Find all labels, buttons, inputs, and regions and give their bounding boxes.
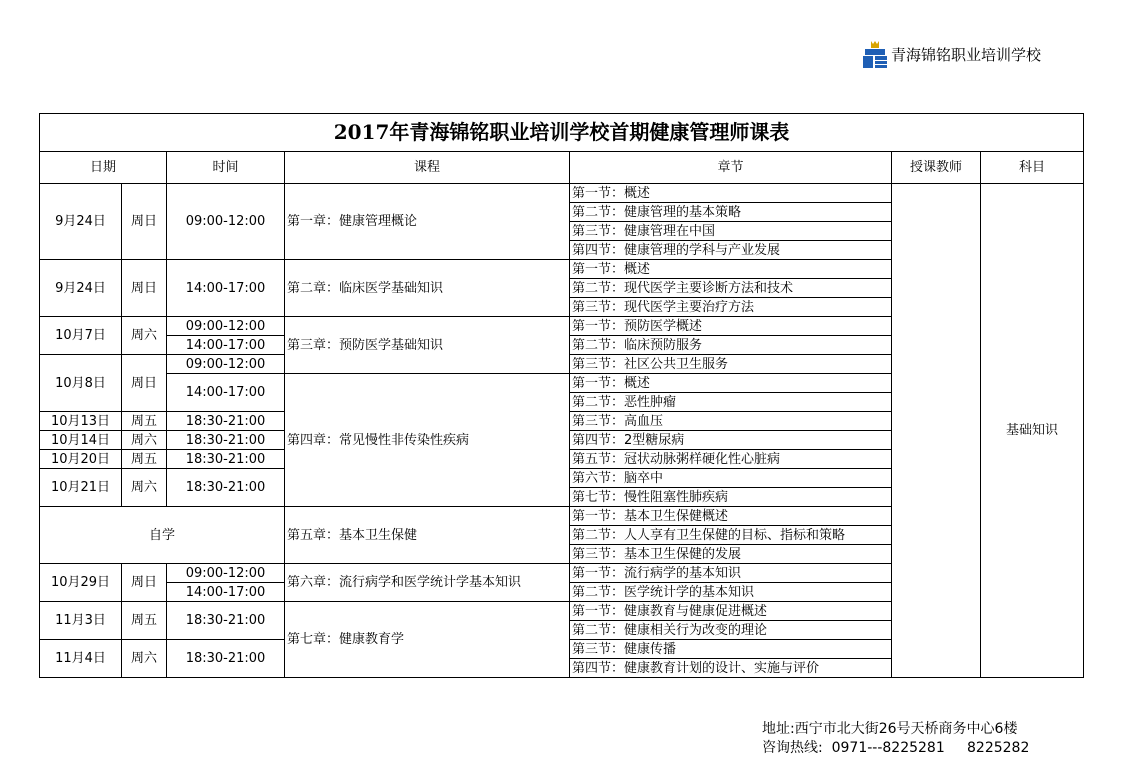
weekday-cell: 周日 (122, 355, 167, 412)
date-cell: 10月29日 (40, 564, 122, 602)
section-cell: 第七节：慢性阻塞性肺疾病 (570, 488, 892, 507)
section-cell: 第二节：健康相关行为改变的理论 (570, 621, 892, 640)
course-cell: 第二章：临床医学基础知识 (285, 260, 570, 317)
section-cell: 第二节：临床预防服务 (570, 336, 892, 355)
date-cell: 9月24日 (40, 260, 122, 317)
weekday-cell: 周六 (122, 640, 167, 678)
weekday-cell: 周六 (122, 317, 167, 355)
section-cell: 第一节：预防医学概述 (570, 317, 892, 336)
section-cell: 第六节：脑卒中 (570, 469, 892, 488)
section-cell: 第三节：高血压 (570, 412, 892, 431)
time-cell: 18:30-21:00 (167, 640, 285, 678)
self-study-cell: 自学 (40, 507, 285, 564)
header-row (40, 152, 1084, 184)
date-cell: 9月24日 (40, 184, 122, 260)
time-cell: 09:00-12:00 (167, 317, 285, 336)
time-cell: 14:00-17:00 (167, 336, 285, 355)
date-cell: 10月14日 (40, 431, 122, 450)
course-cell: 第四章：常见慢性非传染性疾病 (285, 374, 570, 507)
section-cell: 第一节：概述 (570, 260, 892, 279)
course-cell: 第六章：流行病学和医学统计学基本知识 (285, 564, 570, 602)
date-cell: 10月21日 (40, 469, 122, 507)
section-cell: 第一节：健康教育与健康促进概述 (570, 602, 892, 621)
school-brand (862, 40, 1041, 70)
date-cell: 11月4日 (40, 640, 122, 678)
date-cell: 10月20日 (40, 450, 122, 469)
course-cell: 第一章：健康管理概论 (285, 184, 570, 260)
schedule-table (39, 113, 1084, 678)
time-cell: 18:30-21:00 (167, 412, 285, 431)
header-time: 时间 (167, 152, 285, 184)
section-cell: 第四节：2型糖尿病 (570, 431, 892, 450)
header-section: 章节 (570, 152, 892, 184)
time-cell: 09:00-12:00 (167, 355, 285, 374)
time-cell: 18:30-21:00 (167, 469, 285, 507)
weekday-cell: 周六 (122, 469, 167, 507)
weekday-cell: 周五 (122, 602, 167, 640)
time-cell: 18:30-21:00 (167, 431, 285, 450)
time-cell: 14:00-17:00 (167, 583, 285, 602)
weekday-cell: 周日 (122, 564, 167, 602)
header-date: 日期 (40, 152, 167, 184)
time-cell: 14:00-17:00 (167, 260, 285, 317)
section-cell: 第一节：概述 (570, 184, 892, 203)
header-subject: 科目 (981, 152, 1084, 184)
date-cell: 11月3日 (40, 602, 122, 640)
header-course: 课程 (285, 152, 570, 184)
header-teacher: 授课教师 (892, 152, 981, 184)
section-cell: 第三节：基本卫生保健的发展 (570, 545, 892, 564)
subject-cell: 基础知识 (981, 184, 1084, 678)
section-cell: 第一节：概述 (570, 374, 892, 393)
section-cell: 第二节：健康管理的基本策略 (570, 203, 892, 222)
course-cell: 第七章：健康教育学 (285, 602, 570, 678)
section-cell: 第二节：医学统计学的基本知识 (570, 583, 892, 602)
date-cell: 10月13日 (40, 412, 122, 431)
section-cell: 第二节：恶性肿瘤 (570, 393, 892, 412)
time-cell: 09:00-12:00 (167, 564, 285, 583)
section-cell: 第五节：冠状动脉粥样硬化性心脏病 (570, 450, 892, 469)
footer-address: 地址:西宁市北大街26号天桥商务中心6楼 (762, 721, 1018, 737)
time-cell: 09:00-12:00 (167, 184, 285, 260)
section-cell: 第一节：基本卫生保健概述 (570, 507, 892, 526)
section-cell: 第一节：流行病学的基本知识 (570, 564, 892, 583)
weekday-cell: 周日 (122, 184, 167, 260)
course-cell: 第五章：基本卫生保健 (285, 507, 570, 564)
section-cell: 第四节：健康管理的学科与产业发展 (570, 241, 892, 260)
footer-hotline: 咨询热线: 0971---8225281 8225282 (762, 740, 1030, 756)
school-emblem-icon (862, 40, 888, 70)
time-cell: 18:30-21:00 (167, 602, 285, 640)
section-cell: 第三节：社区公共卫生服务 (570, 355, 892, 374)
schedule-title: 2017年青海锦铭职业培训学校首期健康管理师课表 (40, 114, 1084, 152)
time-cell: 14:00-17:00 (167, 374, 285, 412)
weekday-cell: 周六 (122, 431, 167, 450)
section-cell: 第三节：健康管理在中国 (570, 222, 892, 241)
time-cell: 18:30-21:00 (167, 450, 285, 469)
section-cell: 第三节：健康传播 (570, 640, 892, 659)
weekday-cell: 周五 (122, 450, 167, 469)
course-cell: 第三章：预防医学基础知识 (285, 317, 570, 374)
date-cell: 10月7日 (40, 317, 122, 355)
weekday-cell: 周日 (122, 260, 167, 317)
section-cell: 第二节：人人享有卫生保健的目标、指标和策略 (570, 526, 892, 545)
section-cell: 第四节：健康教育计划的设计、实施与评价 (570, 659, 892, 678)
teacher-cell (892, 184, 981, 678)
section-cell: 第三节：现代医学主要治疗方法 (570, 298, 892, 317)
section-cell: 第二节：现代医学主要诊断方法和技术 (570, 279, 892, 298)
date-cell: 10月8日 (40, 355, 122, 412)
weekday-cell: 周五 (122, 412, 167, 431)
school-name: 青海锦铭职业培训学校 (891, 46, 1042, 64)
